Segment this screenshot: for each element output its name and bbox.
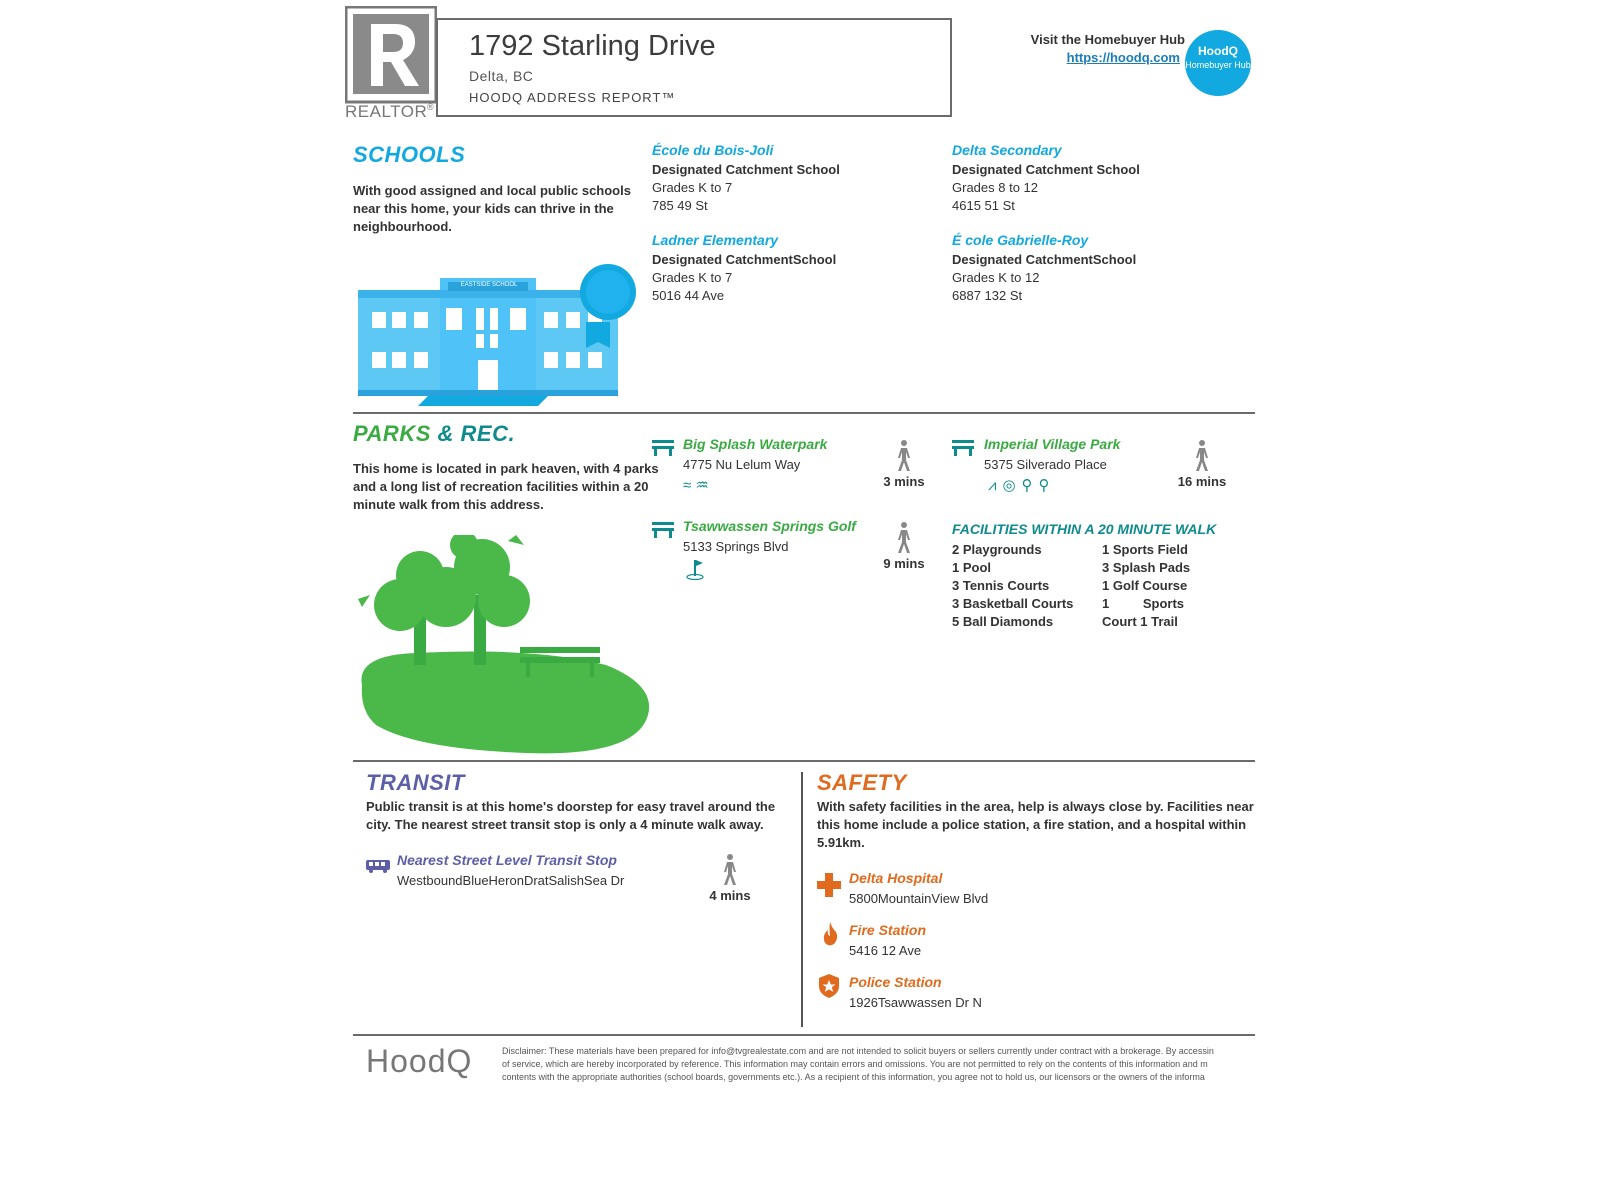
school-type: Designated Catchment School <box>952 162 1140 177</box>
parks-heading-b: & REC. <box>437 421 516 446</box>
safety-name[interactable]: Delta Hospital <box>849 870 943 886</box>
park-address: 5375 Silverado Place <box>984 457 1107 472</box>
school-type: Designated Catchment School <box>652 162 840 177</box>
walking-person-icon <box>720 854 740 886</box>
school-type: Designated CatchmentSchool <box>652 252 837 267</box>
facility-item: 1 Sports Field <box>1102 542 1188 557</box>
safety-address: 5416 12 Ave <box>849 943 922 958</box>
safety-address: 5800MountainView Blvd <box>849 891 989 906</box>
school-item <box>952 142 1140 213</box>
walking-person-icon <box>894 440 914 472</box>
fire-icon <box>822 922 838 946</box>
school-item <box>652 232 836 303</box>
school-name[interactable]: Ladner Elementary <box>652 232 779 248</box>
facility-item: Court 1 Trail <box>1102 614 1178 629</box>
school-grades: Grades 8 to 12 <box>952 180 1038 195</box>
school-name[interactable]: É cole Gabrielle-Roy <box>952 232 1089 248</box>
parks-heading <box>353 421 515 447</box>
park-address: 4775 Nu Lelum Way <box>683 457 801 472</box>
transit-heading: TRANSIT <box>366 770 465 795</box>
park-name[interactable]: Tsawwassen Springs Golf <box>683 518 856 534</box>
column-divider <box>801 772 803 1027</box>
facilities-heading: FACILITIES WITHIN A 20 MINUTE WALK <box>952 521 1217 537</box>
hoodq-logo: HoodQ <box>366 1043 473 1079</box>
disclaimer-line: contents with the appropriate authorities (school boards, governments etc.). As a recipient of this information, you agree not to hold us, our licensors or the owners of the informa <box>502 1072 1205 1082</box>
bench-icon <box>652 522 674 538</box>
park-illustration <box>356 535 656 760</box>
transit-intro: Public transit is at this home's doorstep for easy travel around the city. The nearest street transit stop is only a 4 minute walk away. <box>366 799 776 832</box>
facilities-list-left <box>952 541 1073 631</box>
disclaimer-line: of service, which are hereby incorporated by reference. This information may contain errors and omissions. You are not permitted to rely on the contents of this information and m <box>502 1059 1208 1069</box>
facility-item: 5 Ball Diamonds <box>952 614 1054 629</box>
facility-item: 1 Golf Course <box>1102 578 1188 593</box>
park-name[interactable]: Big Splash Waterpark <box>683 436 828 452</box>
hub-visit-text: Visit the Homebuyer Hub <box>1030 32 1185 47</box>
transit-stop-address: WestboundBlueHeronDratSalishSea Dr <box>397 873 625 888</box>
disclaimer <box>502 1045 1272 1084</box>
safety-name[interactable]: Police Station <box>849 974 942 990</box>
facility-item: 3 Splash Pads <box>1102 560 1191 575</box>
facility-item: 3 Tennis Courts <box>952 578 1050 593</box>
facility-item: 3 Basketball Courts <box>952 596 1074 611</box>
bus-icon <box>366 858 390 874</box>
school-grades: Grades K to 12 <box>952 270 1040 285</box>
bench-icon <box>652 440 674 456</box>
school-item <box>952 232 1136 303</box>
property-address: 1792 Starling Drive <box>469 30 716 62</box>
school-name[interactable]: École du Bois-Joli <box>652 142 774 158</box>
walk-time-label: 9 mins <box>883 556 925 571</box>
realtor-logo <box>345 6 437 122</box>
school-grades: Grades K to 7 <box>652 270 733 285</box>
hub-link[interactable]: https://hoodq.com <box>1066 50 1180 65</box>
property-city: Delta, BC <box>469 68 534 84</box>
facility-item: 1 Sports <box>1102 596 1185 611</box>
golf-flag-icon <box>686 558 706 580</box>
hoodq-hub-logo[interactable] <box>1185 30 1251 96</box>
walking-person-icon <box>894 522 914 554</box>
transit-stop-name[interactable]: Nearest Street Level Transit Stop <box>397 852 617 868</box>
bench-icon <box>952 440 974 456</box>
safety-heading: SAFETY <box>817 770 907 795</box>
walk-time-label: 3 mins <box>883 474 925 489</box>
park-address: 5133 Springs Blvd <box>683 539 789 554</box>
school-illustration <box>358 262 640 412</box>
swim-splash-icon: ≈ ♒ <box>683 477 709 494</box>
school-grades: Grades K to 7 <box>652 180 733 195</box>
police-badge-icon <box>819 974 839 998</box>
walking-person-icon <box>1192 440 1212 472</box>
schools-heading: SCHOOLS <box>353 142 466 167</box>
parks-intro: This home is located in park heaven, with 4 parks and a long list of recreation facilities within a 20 minute walk from this address. <box>353 461 659 512</box>
parks-heading-a: PARKS <box>353 421 431 446</box>
school-item <box>652 142 840 213</box>
walk-time-label: 16 mins <box>1177 474 1227 489</box>
facility-item: 1 Pool <box>952 560 992 575</box>
safety-intro: With safety facilities in the area, help is always close by. Facilities near this home include a police station, a fire station, and a hospital within 5.91km. <box>817 799 1254 850</box>
walk-time-label: 4 mins <box>709 888 751 903</box>
school-address: 4615 51 St <box>952 198 1015 213</box>
school-type: Designated CatchmentSchool <box>952 252 1137 267</box>
registered-mark: ® <box>427 102 434 112</box>
hospital-cross-icon <box>817 873 841 897</box>
disclaimer-line: Disclaimer: These materials have been prepared for info@tvgrealestate.com and are not intended to solicit buyers or sellers currently under contract with a brokerage. By accessin <box>502 1046 1214 1056</box>
realtor-logo-text: REALTOR <box>345 102 428 121</box>
facility-item: 2 Playgrounds <box>952 542 1042 557</box>
school-sign-text: EASTSIDE SCHOOL <box>460 282 518 288</box>
section-divider <box>353 412 1255 414</box>
section-divider <box>353 760 1255 762</box>
safety-name[interactable]: Fire Station <box>849 922 927 938</box>
report-label: HOODQ ADDRESS REPORT™ <box>469 90 676 105</box>
park-name[interactable]: Imperial Village Park <box>984 436 1121 452</box>
footer-divider <box>353 1034 1255 1036</box>
safety-address: 1926Tsawwassen Dr N <box>849 995 982 1010</box>
school-address: 785 49 St <box>652 198 708 213</box>
school-address: 6887 132 St <box>952 288 1023 303</box>
hub-logo-line1: HoodQ <box>1198 44 1238 58</box>
schools-intro: With good assigned and local public schools near this home, your kids can thrive in the neighbourhood. <box>353 183 631 234</box>
facilities-list-right <box>1102 541 1190 631</box>
school-address: 5016 44 Ave <box>652 288 725 303</box>
playground-sports-icons: ⩘◎⚲⚲ <box>988 477 1056 494</box>
school-name[interactable]: Delta Secondary <box>952 142 1062 158</box>
hub-logo-line2: Homebuyer Hub <box>1185 60 1251 70</box>
